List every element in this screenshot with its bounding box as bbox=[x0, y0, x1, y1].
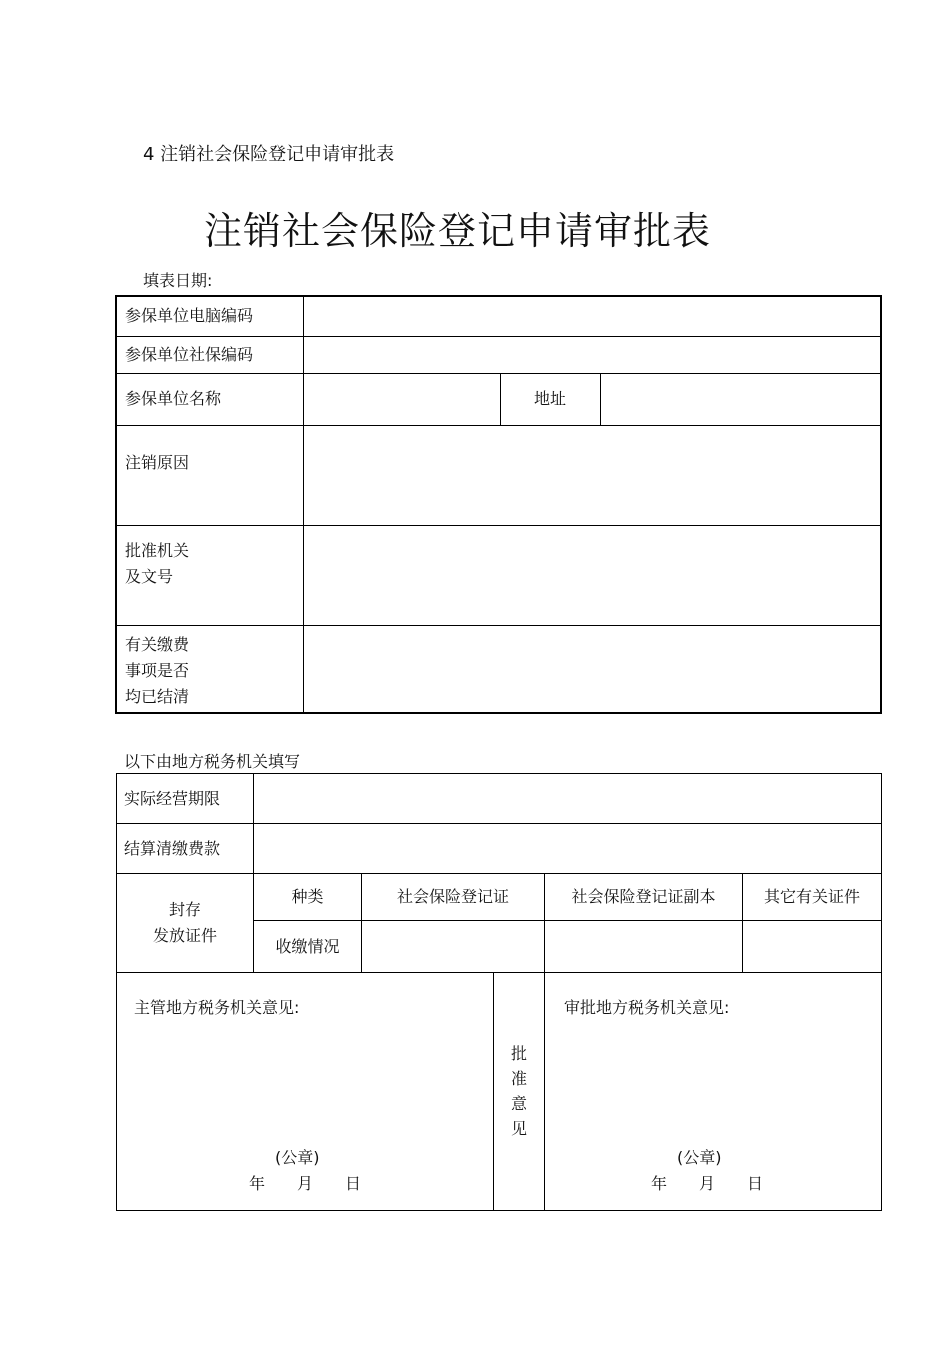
local-tax-day-label: 日 bbox=[345, 1174, 362, 1193]
approval-authority-label-line2: 及文号 bbox=[125, 566, 174, 586]
address-field[interactable] bbox=[600, 373, 881, 425]
local-tax-month-label: 月 bbox=[297, 1174, 314, 1193]
collection-registration-field[interactable] bbox=[362, 921, 545, 973]
page-title: 注销社会保险登记申请审批表 bbox=[204, 209, 712, 253]
local-tax-seal-label: (公章) bbox=[275, 1148, 320, 1167]
approving-tax-opinion-label: 审批地方税务机关意见: bbox=[564, 998, 730, 1017]
local-tax-date bbox=[249, 1171, 361, 1197]
approval-authority-label bbox=[116, 525, 303, 625]
fees-settled-label-line2: 事项是否 bbox=[125, 660, 190, 680]
approving-tax-month-label: 月 bbox=[699, 1174, 716, 1193]
approval-authority-label-line1: 批准机关 bbox=[125, 540, 190, 560]
certificate-type-other: 其它有关证件 bbox=[743, 874, 882, 921]
fees-settled-label bbox=[116, 625, 303, 713]
approving-tax-year-label: 年 bbox=[651, 1174, 668, 1193]
approval-vertical-char-3: 意 bbox=[510, 1094, 527, 1113]
certificate-type-registration: 社会保险登记证 bbox=[362, 874, 545, 921]
fees-settled-label-line1: 有关缴费 bbox=[125, 634, 190, 654]
approval-vertical-char-2: 准 bbox=[510, 1069, 527, 1088]
local-tax-year-label: 年 bbox=[249, 1174, 266, 1193]
settlement-field[interactable] bbox=[254, 824, 882, 874]
type-label: 种类 bbox=[254, 874, 362, 921]
social-code-label: 参保单位社保编码 bbox=[116, 336, 303, 373]
approval-opinion-vertical-label bbox=[494, 973, 545, 1211]
tax-authority-note: 以下由地方税务机关填写 bbox=[124, 752, 301, 771]
sealed-certificates-label-line2: 发放证件 bbox=[152, 926, 217, 945]
computer-code-field[interactable] bbox=[303, 296, 881, 336]
sealed-certificates-label-line1: 封存 bbox=[168, 900, 201, 919]
tax-authority-table bbox=[116, 773, 882, 1211]
approving-tax-date bbox=[651, 1171, 763, 1197]
fees-settled-field[interactable] bbox=[303, 625, 881, 713]
collection-status-label: 收缴情况 bbox=[254, 921, 362, 973]
collection-copy-field[interactable] bbox=[545, 921, 743, 973]
approval-authority-field[interactable] bbox=[303, 525, 881, 625]
social-code-field[interactable] bbox=[303, 336, 881, 373]
approving-tax-day-label: 日 bbox=[747, 1174, 764, 1193]
address-label: 地址 bbox=[500, 373, 600, 425]
approval-vertical-char-4: 见 bbox=[510, 1119, 527, 1138]
fill-date-label: 填表日期: bbox=[143, 271, 213, 290]
cancel-reason-field[interactable] bbox=[303, 425, 881, 525]
sealed-certificates-label bbox=[117, 874, 254, 973]
fees-settled-label-line3: 均已结清 bbox=[125, 686, 190, 706]
operating-period-field[interactable] bbox=[254, 774, 882, 824]
cancel-reason-label: 注销原因 bbox=[116, 425, 303, 525]
computer-code-label: 参保单位电脑编码 bbox=[116, 296, 303, 336]
unit-name-label: 参保单位名称 bbox=[116, 373, 303, 425]
certificate-type-copy: 社会保险登记证副本 bbox=[545, 874, 743, 921]
local-tax-opinion-label: 主管地方税务机关意见: bbox=[134, 998, 300, 1017]
approval-vertical-char-1: 批 bbox=[510, 1044, 527, 1063]
settlement-label: 结算清缴费款 bbox=[117, 824, 254, 874]
registration-info-table bbox=[115, 295, 882, 714]
approving-tax-opinion-cell[interactable] bbox=[545, 973, 882, 1211]
unit-name-field[interactable] bbox=[303, 373, 500, 425]
collection-other-field[interactable] bbox=[743, 921, 882, 973]
local-tax-opinion-cell[interactable] bbox=[117, 973, 494, 1211]
operating-period-label: 实际经营期限 bbox=[117, 774, 254, 824]
approving-tax-seal-label: (公章) bbox=[677, 1148, 722, 1167]
document-number-title: 4 注销社会保险登记申请审批表 bbox=[143, 144, 395, 165]
